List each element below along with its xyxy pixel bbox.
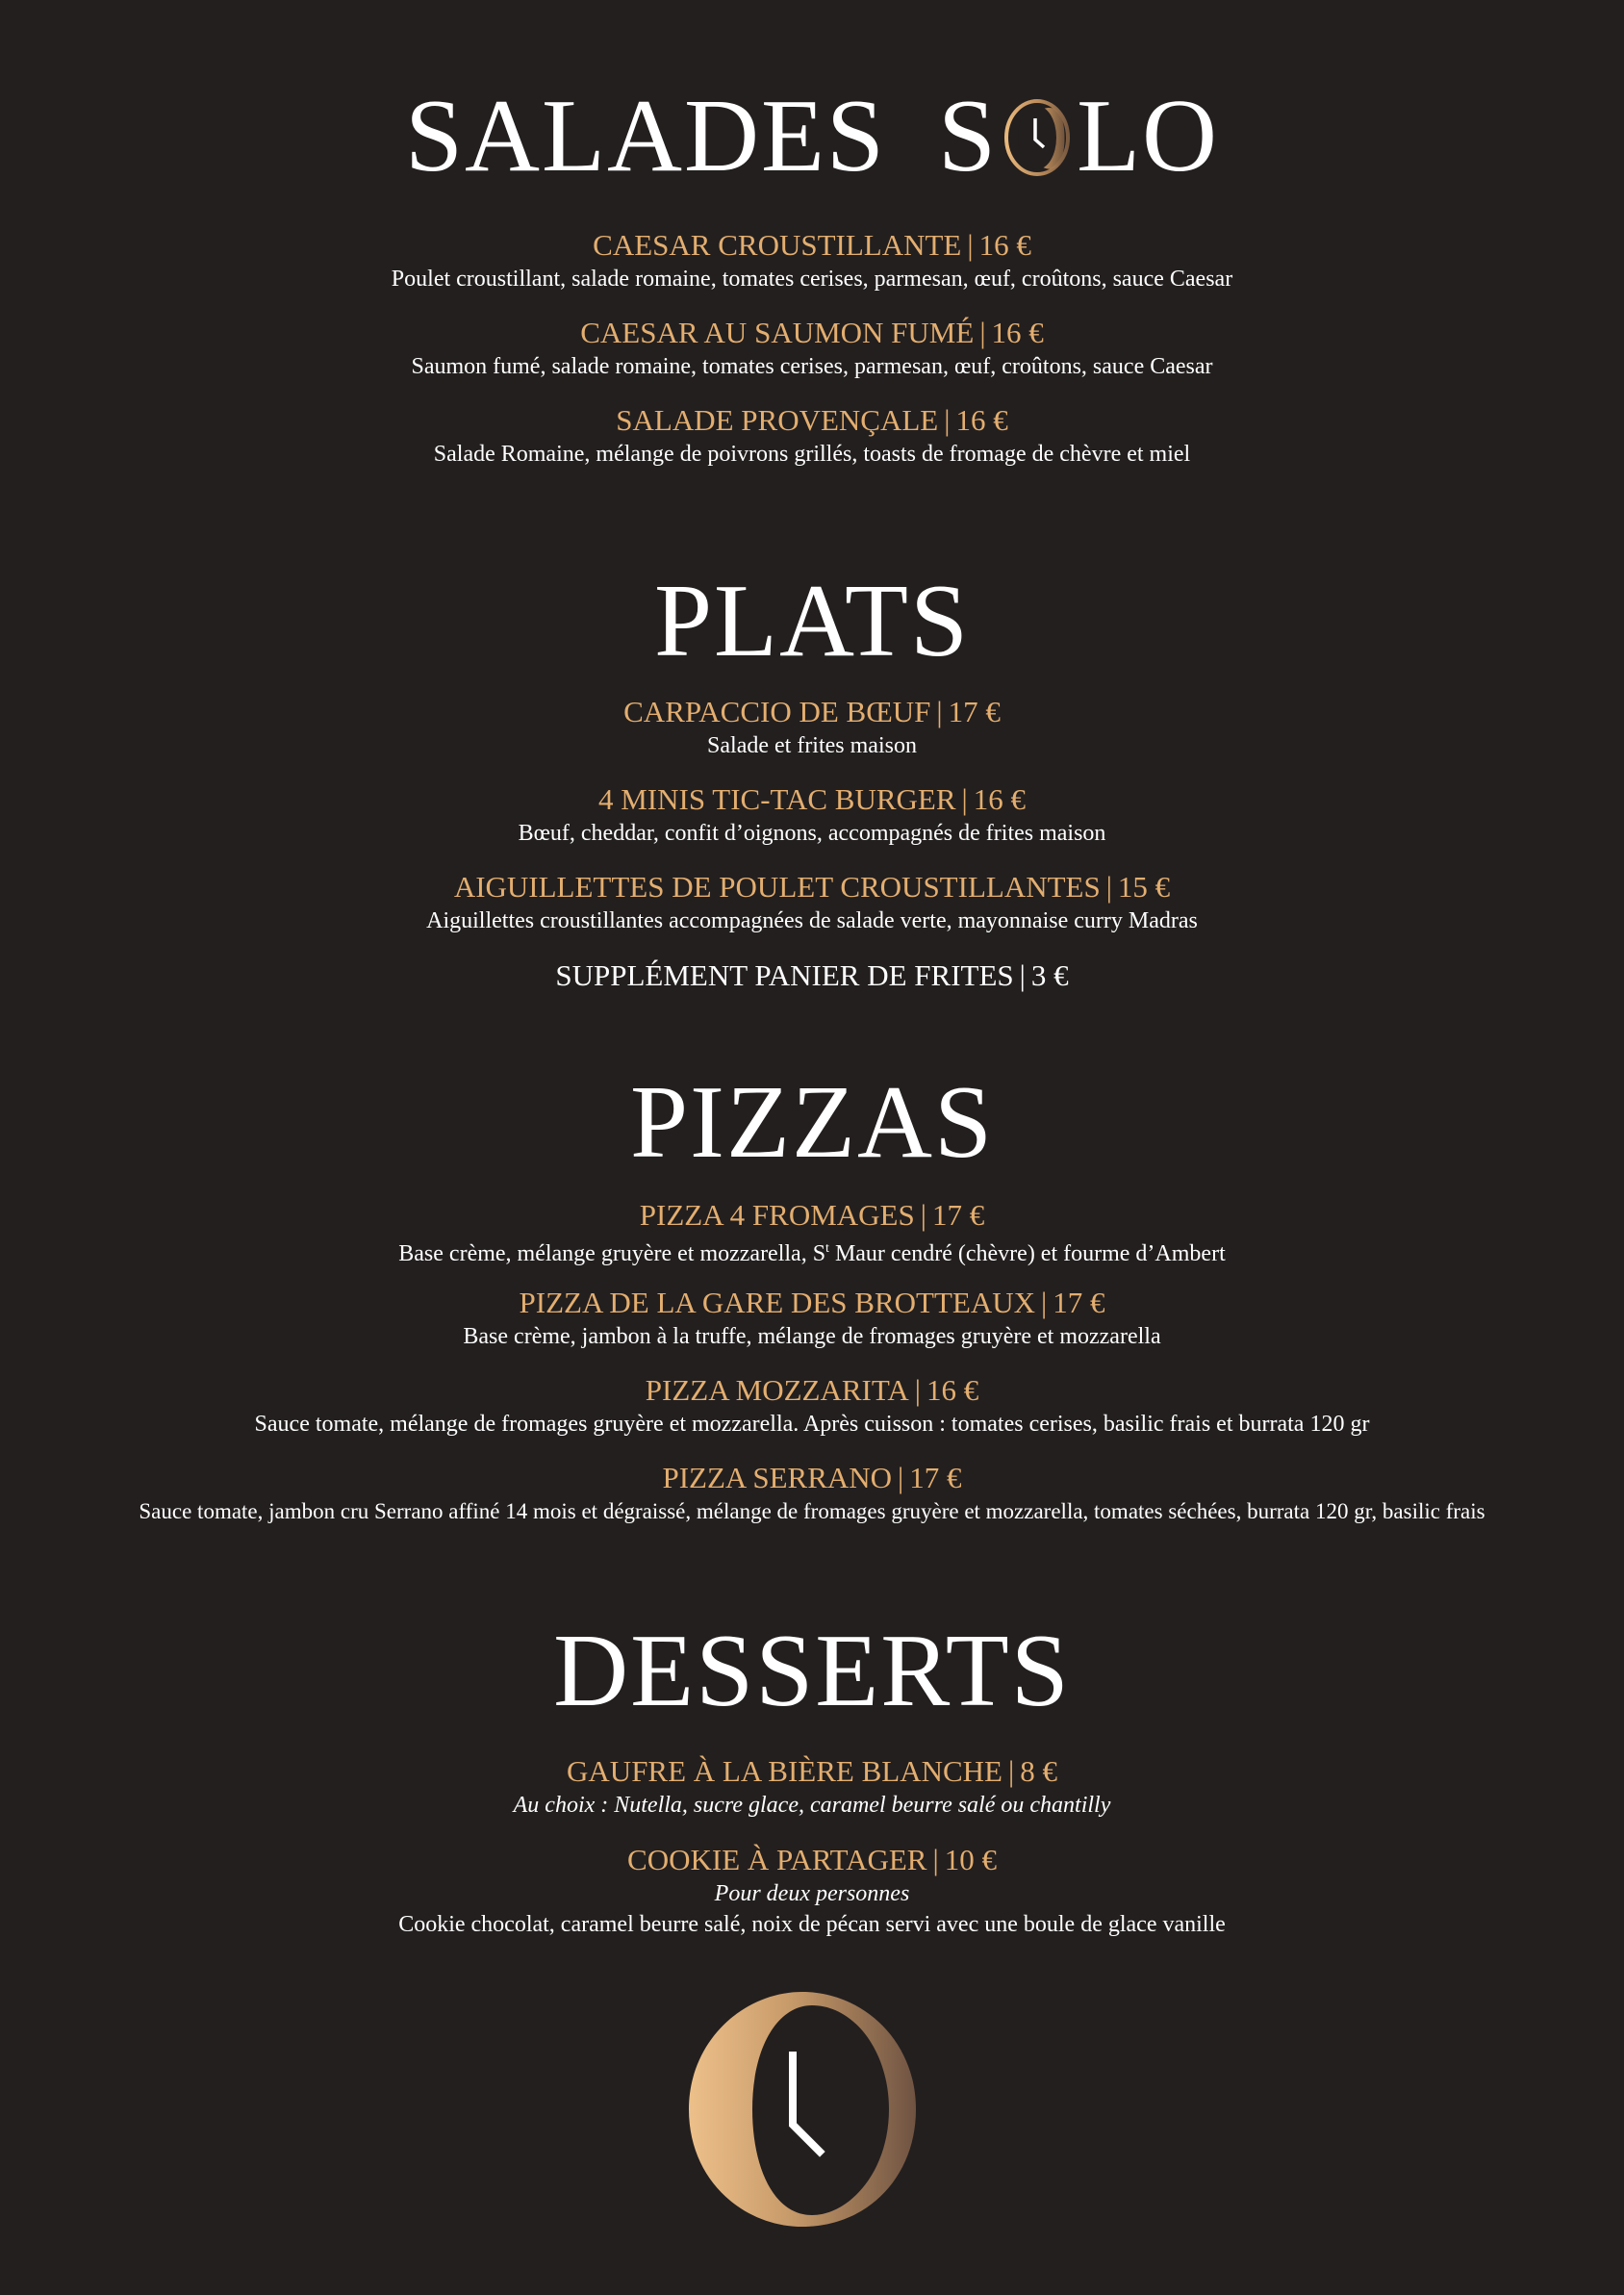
item-heading [0,869,1624,905]
item-separator: | [932,1843,939,1876]
item-description: Saumon fumé, salade romaine, tomates cerises, parmesan, œuf, croûtons, sauce Caesar [411,354,1213,379]
item-heading [0,1460,1624,1496]
item-heading [0,1285,1624,1321]
section-title-desserts: DESSERTS [553,1614,1071,1728]
item-description: Sauce tomate, mélange de fromages gruyère et mozzarella. Après cuisson : tomates cerises, basilic frais et burrata 120 gr [254,1412,1370,1437]
item-description: Salade Romaine, mélange de poivrons grillés, toasts de fromage de chèvre et miel [433,442,1191,467]
item-heading [0,781,1624,818]
menu-item-pizza-serrano [0,1460,1624,1527]
item-heading [0,957,1624,994]
item-heading [0,1753,1624,1790]
menu-item-pizza-4-fromages [0,1197,1624,1269]
item-heading [0,402,1624,439]
menu-item-cookie [0,1842,1624,1940]
item-description-part-a: Base crème, mélange gruyère et mozzarella, S [398,1241,826,1266]
item-name: CAESAR CROUSTILLANTE [593,228,962,262]
item-description: Cookie chocolat, caramel beurre salé, noix de pécan servi avec une boule de glace vanille [398,1912,1226,1937]
menu-item-aiguillettes [0,869,1624,936]
menu-item-carpaccio [0,694,1624,761]
menu-item-caesar-saumon [0,315,1624,382]
section-title-pizzas: PIZZAS [629,1065,995,1180]
item-description-part-b: Maur cendré (chèvre) et fourme d’Ambert [828,1241,1226,1266]
title-word-salades: SALADES [404,79,886,193]
menu-item-pizza-gare [0,1285,1624,1352]
item-description-italic: Au choix : Nutella, sucre glace, caramel beurre salé ou chantilly [513,1793,1111,1818]
item-description: Sauce tomate, jambon cru Serrano affiné 14 mois et dégraissé, mélange de fromages gruyère et mozzarella, tomates séchées, burrata 120 gr, basilic frais [139,1499,1485,1523]
item-description-superscript: t [825,1241,829,1256]
clock-o-icon [1000,89,1075,170]
item-price: 16 € [978,228,1031,262]
menu-item-caesar-croustillante [0,227,1624,294]
item-price: 17 € [909,1461,962,1494]
menu-item-salade-provencale [0,402,1624,470]
item-description: Poulet croustillant, salade romaine, tomates cerises, parmesan, œuf, croûtons, sauce Caesar [391,267,1233,292]
item-name: PIZZA MOZZARITA [645,1373,909,1407]
section-title-salades [0,79,1624,193]
item-heading [0,1842,1624,1878]
item-heading [0,227,1624,264]
item-price: 3 € [1030,958,1069,992]
item-name: SUPPLÉMENT PANIER DE FRITES [555,958,1014,992]
menu-item-burger [0,781,1624,849]
item-separator: | [914,1373,921,1407]
item-name: PIZZA DE LA GARE DES BROTTEAUX [519,1286,1035,1319]
item-description-italic: Pour deux personnes [714,1881,910,1906]
item-description: Bœuf, cheddar, confit d’oignons, accompagnés de frites maison [518,821,1106,846]
item-separator: | [920,1198,926,1232]
item-name: SALADE PROVENÇALE [616,403,939,437]
item-price: 15 € [1117,870,1171,904]
menu-item-pizza-mozzarita [0,1372,1624,1440]
item-separator: | [1007,1754,1015,1788]
item-name: PIZZA SERRANO [662,1461,893,1494]
clock-o-logo-icon [685,1984,920,2234]
item-separator: | [1105,870,1112,904]
item-price: 16 € [926,1373,979,1407]
item-heading [0,694,1624,730]
item-separator: | [961,782,968,816]
item-separator: | [898,1461,904,1494]
item-separator: | [944,403,951,437]
item-price: 10 € [944,1843,997,1876]
title-word-solo [938,79,1220,193]
item-separator: | [979,316,986,349]
item-name: GAUFRE À LA BIÈRE BLANCHE [567,1754,1002,1788]
item-price: 17 € [948,695,1001,728]
menu-item-gaufre [0,1753,1624,1821]
item-name: CARPACCIO DE BŒUF [623,695,931,728]
item-heading [0,1197,1624,1234]
item-separator: | [936,695,943,728]
item-description: Aiguillettes croustillantes accompagnées de salade verte, mayonnaise curry Madras [426,908,1198,933]
item-name: CAESAR AU SAUMON FUMÉ [580,316,975,349]
item-separator: | [967,228,974,262]
item-price: 16 € [991,316,1044,349]
item-heading [0,1372,1624,1409]
item-heading [0,315,1624,351]
title-letter-s: S [938,79,999,193]
item-price: 16 € [973,782,1026,816]
item-price: 17 € [1053,1286,1105,1319]
item-description: Salade et frites maison [707,733,917,758]
item-name: AIGUILLETTES DE POULET CROUSTILLANTES [453,870,1101,904]
menu-item-supplement-frites [0,957,1624,994]
title-letters-lo: LO [1077,79,1220,193]
item-description [0,1234,1624,1269]
item-price: 16 € [955,403,1008,437]
item-name: 4 MINIS TIC-TAC BURGER [597,782,956,816]
item-separator: | [1041,1286,1048,1319]
item-separator: | [1019,958,1026,992]
item-price: 17 € [931,1198,985,1232]
section-title-plats: PLATS [653,564,971,678]
item-description: Base crème, jambon à la truffe, mélange de fromages gruyère et mozzarella [463,1324,1161,1349]
item-name: PIZZA 4 FROMAGES [639,1198,915,1232]
item-name: COOKIE À PARTAGER [627,1843,927,1876]
item-price: 8 € [1020,1754,1057,1788]
